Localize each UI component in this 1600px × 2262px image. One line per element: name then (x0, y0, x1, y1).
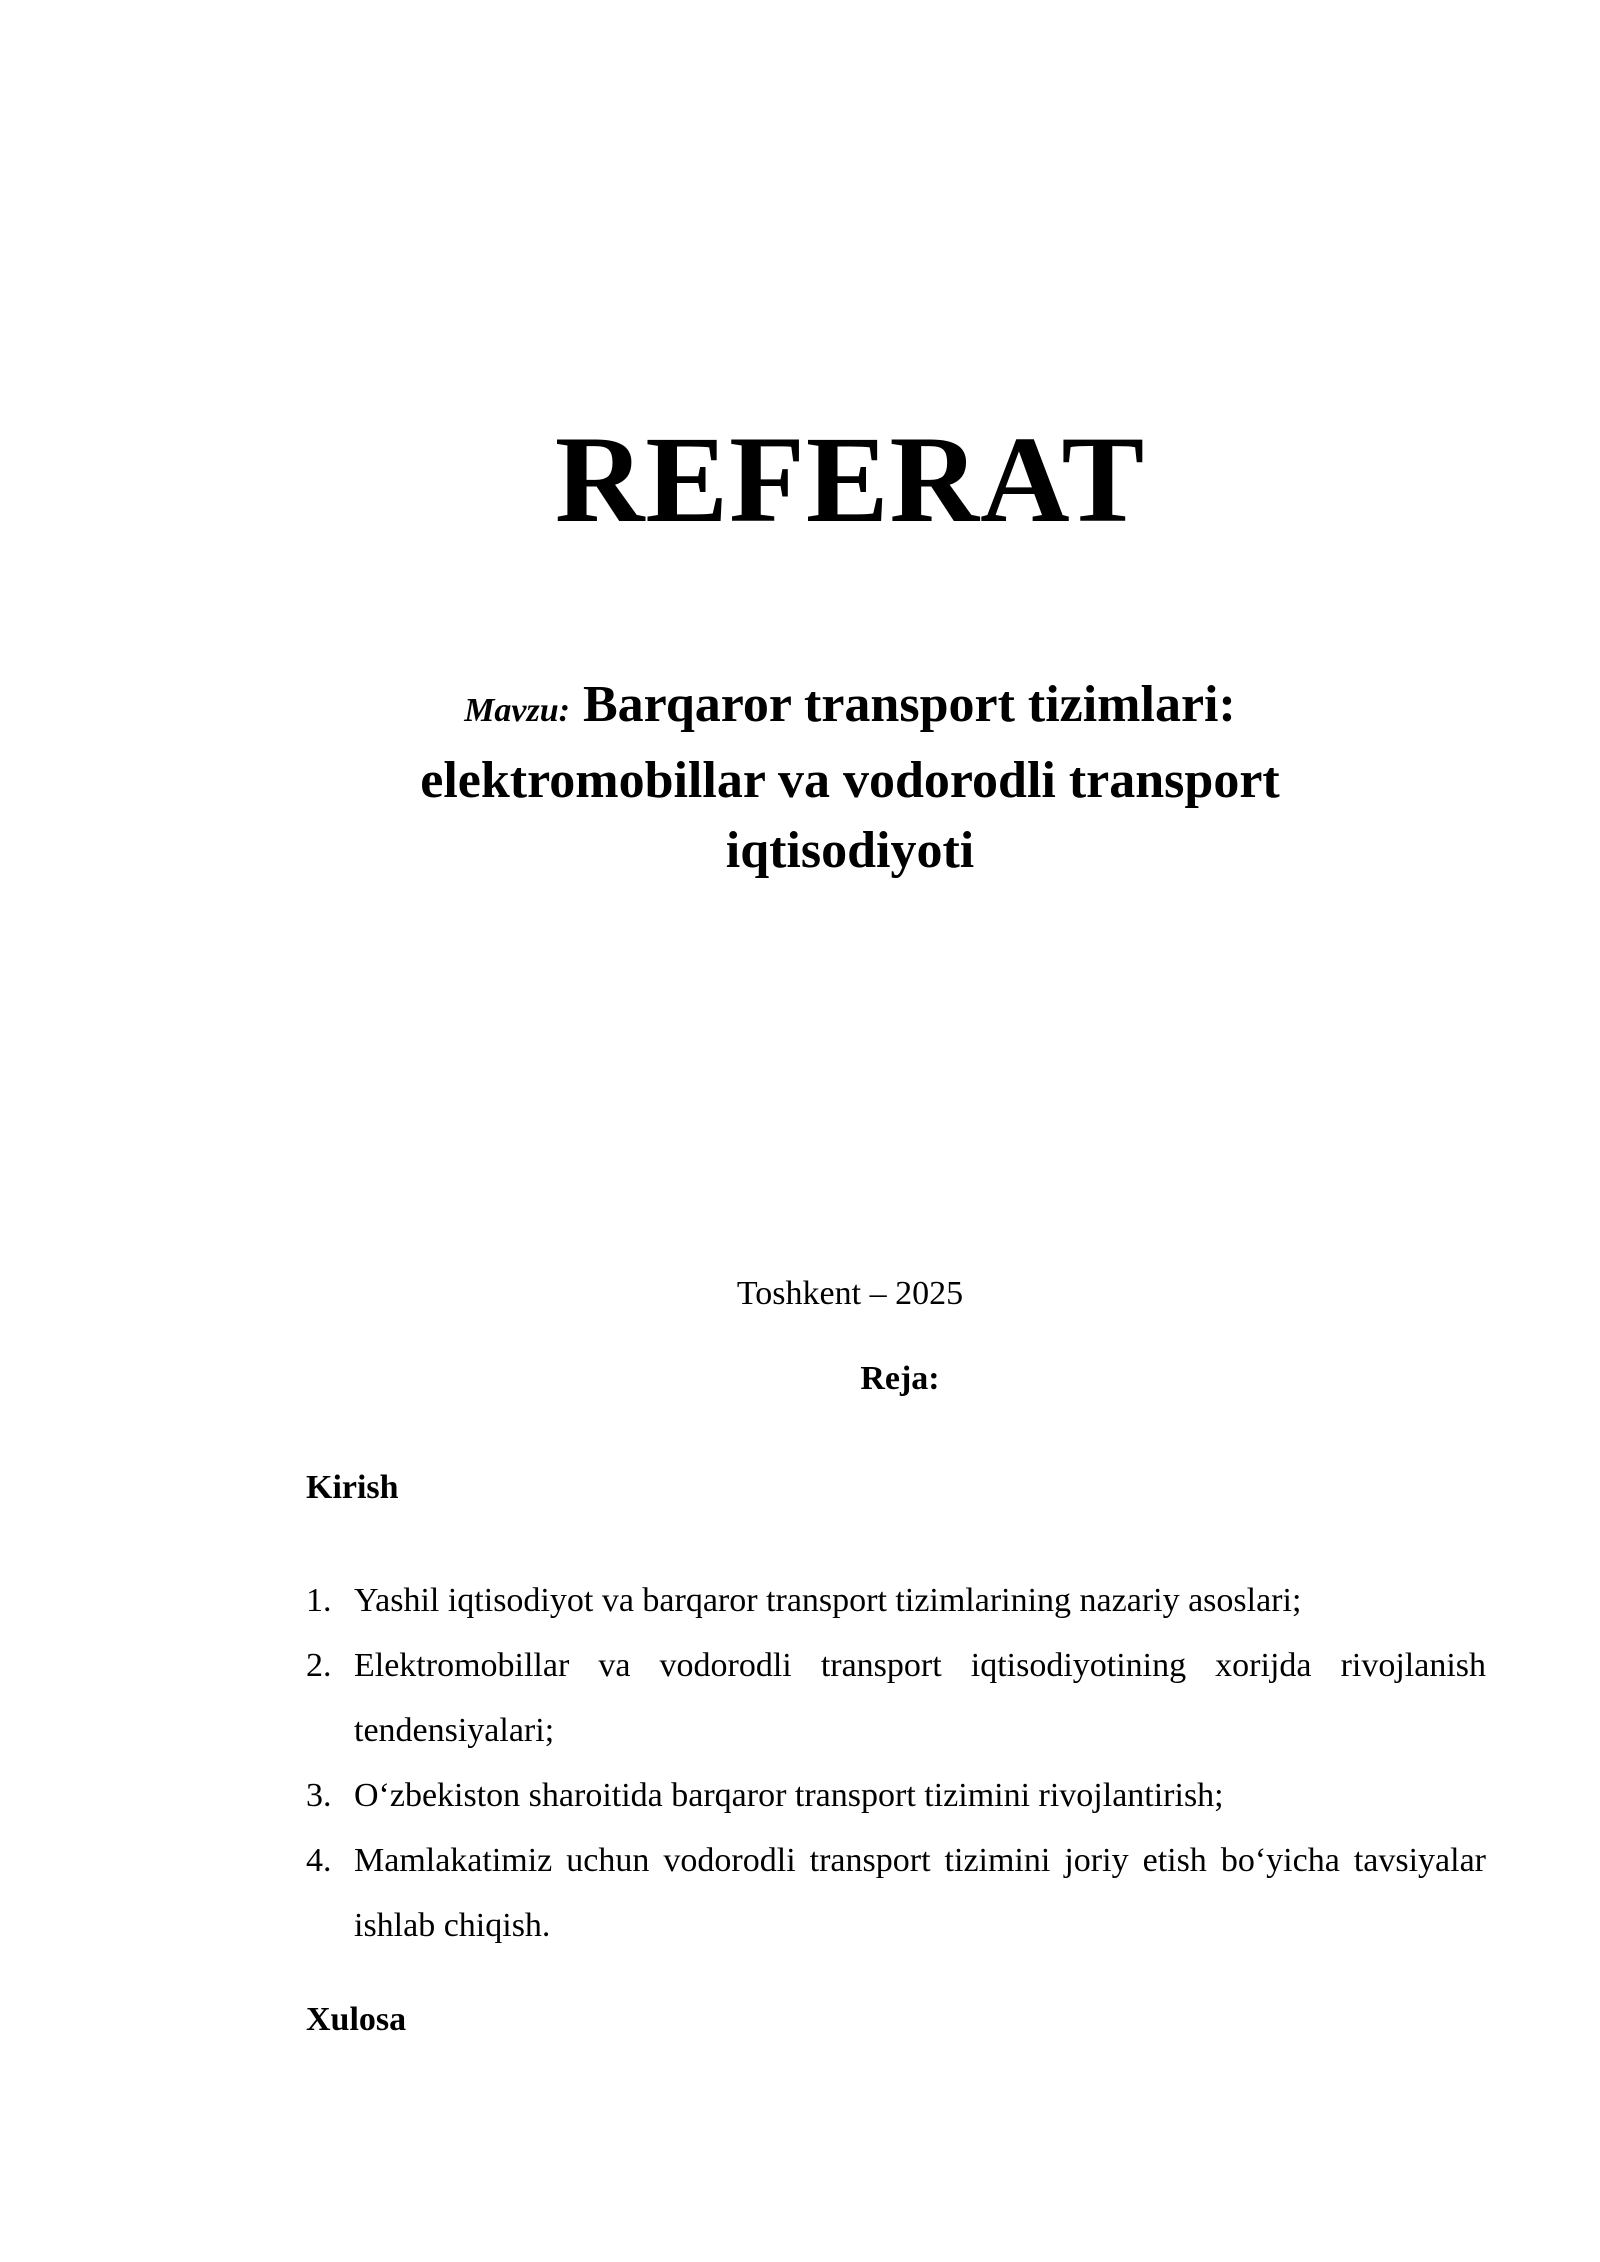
plan-list (306, 1568, 1486, 1958)
intro-heading: Kirish (306, 1469, 399, 1506)
document-title: REFERAT (554, 411, 1146, 548)
plan-item (306, 1763, 1486, 1828)
plan-item-text: Mamlakatimiz uchun vodorodli transport tizimini joriy etish bo‘yicha tavsiyalar ishlab chiqish. (354, 1842, 1486, 1944)
plan-item-number: 2. (306, 1647, 332, 1684)
conclusion-heading: Xulosa (306, 2001, 407, 2038)
plan-item-number: 1. (306, 1582, 332, 1619)
plan-item-number: 4. (306, 1842, 332, 1879)
plan-heading: Reja: (860, 1360, 940, 1397)
plan-item (306, 1828, 1486, 1958)
city-year: Toshkent – 2025 (736, 1275, 964, 1312)
subject-text: Barqaror transport tizimlari: elektromobillar va vodorodli transport iqtisodiyoti (420, 676, 1280, 879)
plan-item (306, 1633, 1486, 1763)
subject-label: Mavzu: (464, 692, 570, 729)
subject-block (300, 670, 1400, 886)
plan-item-text: Elektromobillar va vodorodli transport iqtisodiyotining xorijda rivojlanish tendensiyalari; (354, 1647, 1486, 1749)
plan-item-number: 3. (306, 1777, 332, 1814)
plan-item (306, 1568, 1486, 1633)
plan-item-text: O‘zbekiston sharoitida barqaror transport tizimini rivojlantirish; (354, 1777, 1224, 1814)
plan-item-text: Yashil iqtisodiyot va barqaror transport tizimlarining nazariy asoslari; (354, 1582, 1302, 1619)
